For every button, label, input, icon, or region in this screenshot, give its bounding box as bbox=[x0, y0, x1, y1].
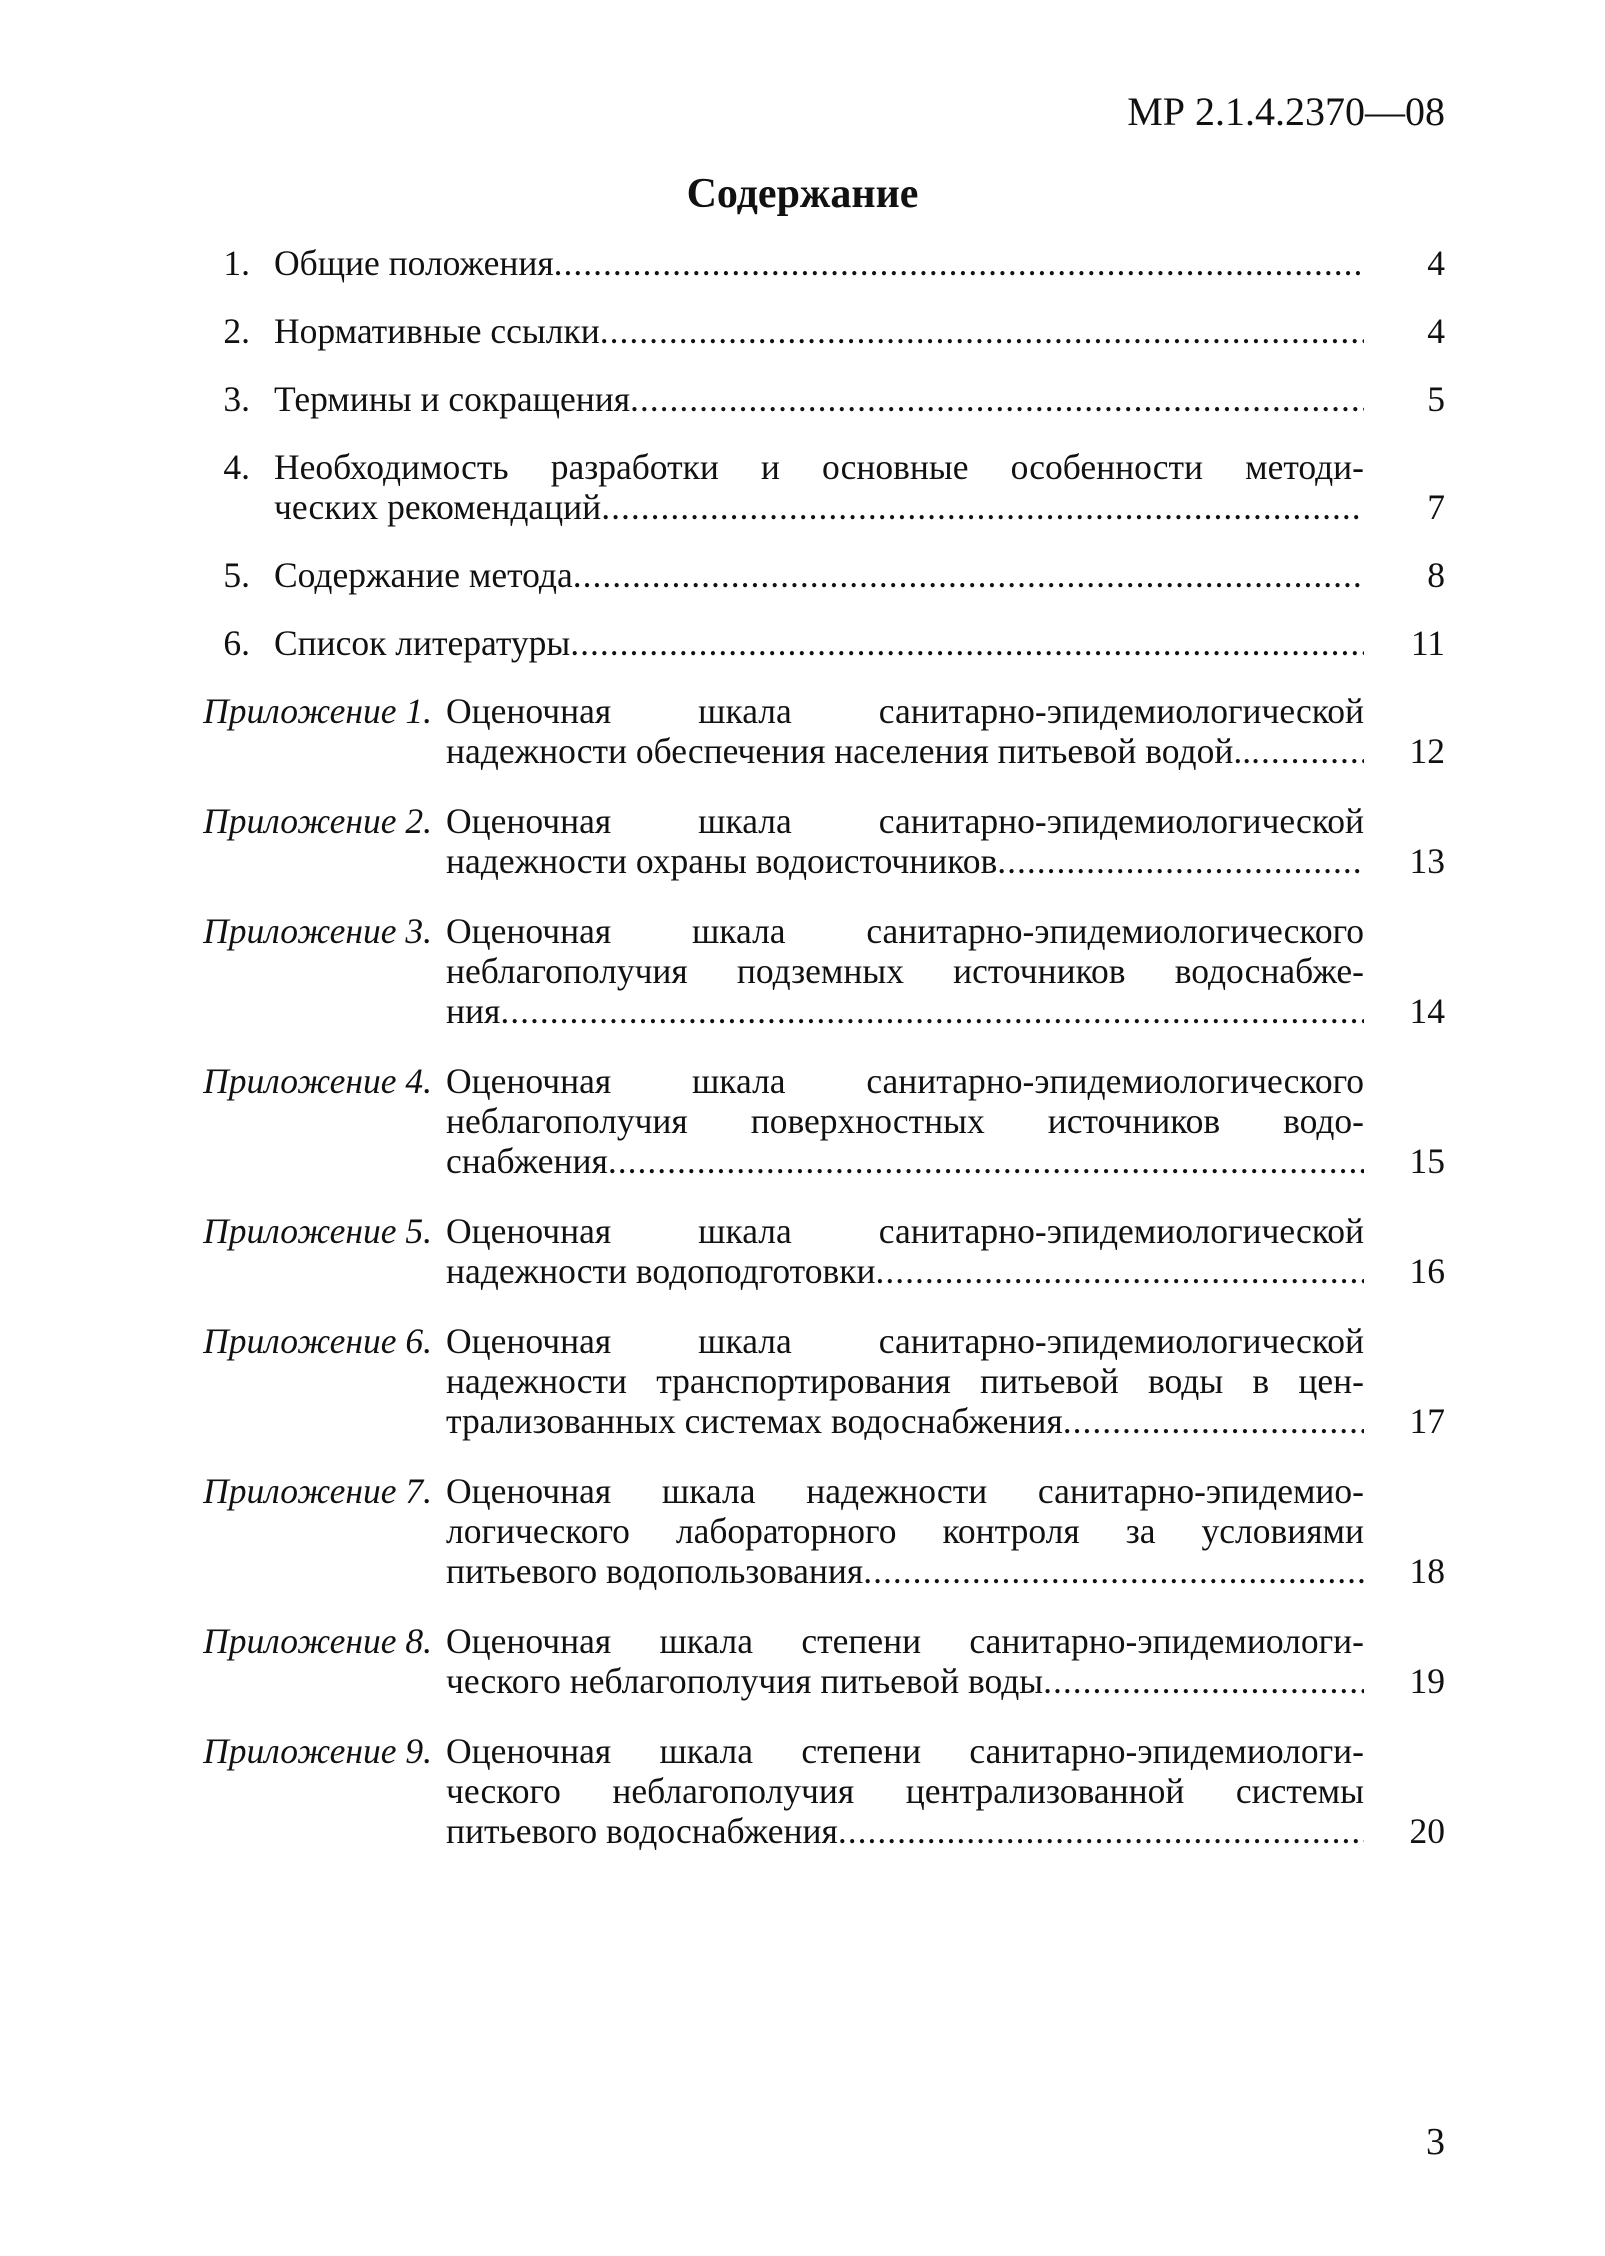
toc-title-line: логического лабораторного контроля за условиями bbox=[446, 1511, 1364, 1551]
toc-title-line: Необходимость разработки и основные особенности методи- bbox=[274, 447, 1364, 487]
toc-entry-title bbox=[446, 1211, 1364, 1291]
toc-appendix-label: Приложение 8. bbox=[203, 1621, 432, 1661]
dot-leader bbox=[570, 623, 1364, 663]
toc-title-text: надежности охраны водоисточников bbox=[446, 841, 998, 881]
toc-entry-title bbox=[446, 1061, 1364, 1181]
dot-leader bbox=[600, 311, 1364, 351]
toc-title-text: ния bbox=[446, 991, 501, 1031]
toc-section-entry[interactable] bbox=[0, 623, 1605, 663]
toc-title-line: Оценочная шкала степени санитарно-эпидемиологи- bbox=[446, 1731, 1364, 1771]
dot-leader bbox=[1063, 1401, 1364, 1441]
toc-entry-title bbox=[446, 1471, 1364, 1591]
toc-entry-title bbox=[446, 1731, 1364, 1851]
toc-section-number: 2. bbox=[223, 311, 250, 351]
toc-title-line bbox=[274, 555, 1364, 595]
toc-appendix-entry[interactable] bbox=[0, 1731, 1605, 1851]
toc-appendix-entry[interactable] bbox=[0, 1621, 1605, 1701]
toc-title-line bbox=[274, 487, 1364, 527]
toc-appendix-entry[interactable] bbox=[0, 801, 1605, 881]
toc-title-text: надежности водоподготовки bbox=[446, 1251, 876, 1291]
dot-leader bbox=[554, 243, 1364, 283]
toc-title-line bbox=[446, 841, 1364, 881]
toc-title-text: Термины и сокращения bbox=[274, 379, 631, 419]
dot-leader bbox=[630, 379, 1364, 419]
dot-leader bbox=[608, 1141, 1364, 1181]
toc-entry-title bbox=[446, 911, 1364, 1031]
toc-page-number: 5 bbox=[1427, 379, 1445, 419]
toc-title-line bbox=[274, 623, 1364, 663]
toc-title-text: снабжения bbox=[446, 1141, 608, 1181]
toc-page-number: 17 bbox=[1409, 1401, 1445, 1441]
toc-page-number: 18 bbox=[1409, 1551, 1445, 1591]
toc-title-line: неблагополучия подземных источников водоснабже- bbox=[446, 951, 1364, 991]
toc-appendix-label: Приложение 6. bbox=[203, 1321, 432, 1361]
toc-section-number: 1. bbox=[223, 243, 250, 283]
toc-entry-title bbox=[274, 379, 1364, 419]
toc-title-line: неблагополучия поверхностных источников водо- bbox=[446, 1101, 1364, 1141]
toc-section-number: 3. bbox=[223, 379, 250, 419]
toc-title-text: питьевого водоснабжения bbox=[446, 1811, 838, 1851]
toc-title-line bbox=[446, 1251, 1364, 1291]
toc-appendix-entry[interactable] bbox=[0, 1211, 1605, 1291]
toc-title-line bbox=[446, 1661, 1364, 1701]
dot-leader bbox=[863, 1551, 1364, 1591]
toc-title-text: Содержание метода bbox=[274, 555, 573, 595]
toc-page-number: 8 bbox=[1427, 555, 1445, 595]
toc-title-line: надежности транспортирования питьевой воды в цен- bbox=[446, 1361, 1364, 1401]
toc-appendix-entry[interactable] bbox=[0, 1061, 1605, 1181]
toc-section-entry[interactable] bbox=[0, 447, 1605, 527]
toc-entry-title bbox=[274, 447, 1364, 527]
toc-title-line: Оценочная шкала санитарно-эпидемиологического bbox=[446, 1061, 1364, 1101]
toc-title-text: Список литературы bbox=[274, 623, 571, 663]
toc-title-text: ческих рекомендаций bbox=[274, 487, 602, 527]
dot-leader bbox=[997, 841, 1364, 881]
toc-page-number: 12 bbox=[1409, 731, 1445, 771]
toc-entry-title bbox=[274, 623, 1364, 663]
toc-section-entry[interactable] bbox=[0, 311, 1605, 351]
toc-appendix-label: Приложение 5. bbox=[203, 1211, 432, 1251]
toc-title-text: Нормативные ссылки bbox=[274, 311, 600, 351]
toc-appendix-entry[interactable] bbox=[0, 1471, 1605, 1591]
toc-section-entry[interactable] bbox=[0, 243, 1605, 283]
dot-leader bbox=[500, 991, 1364, 1031]
toc-entry-title bbox=[274, 555, 1364, 595]
dot-leader bbox=[601, 487, 1364, 527]
toc-appendix-label: Приложение 2. bbox=[203, 801, 432, 841]
toc-appendix-label: Приложение 7. bbox=[203, 1471, 432, 1511]
toc-title-text: трализованных системах водоснабжения bbox=[446, 1401, 1063, 1441]
table-of-contents bbox=[0, 243, 1605, 1881]
toc-page-number: 4 bbox=[1427, 311, 1445, 351]
toc-appendix-entry[interactable] bbox=[0, 911, 1605, 1031]
toc-page-number: 20 bbox=[1409, 1811, 1445, 1851]
toc-section-number: 5. bbox=[223, 555, 250, 595]
toc-title-text: ческого неблагополучия питьевой воды bbox=[446, 1661, 1044, 1701]
toc-entry-title bbox=[274, 243, 1364, 283]
toc-title-line bbox=[446, 1401, 1364, 1441]
toc-page-number: 13 bbox=[1409, 841, 1445, 881]
toc-title-line: Оценочная шкала санитарно-эпидемиологической bbox=[446, 691, 1364, 731]
toc-title-line bbox=[274, 379, 1364, 419]
toc-entry-title bbox=[274, 311, 1364, 351]
toc-title-line bbox=[446, 991, 1364, 1031]
toc-title-line: Оценочная шкала надежности санитарно-эпидемио- bbox=[446, 1471, 1364, 1511]
toc-title-text: питьевого водопользования bbox=[446, 1551, 864, 1591]
dot-leader bbox=[1251, 731, 1364, 771]
toc-title-line bbox=[446, 1551, 1364, 1591]
toc-title-text: Общие положения bbox=[274, 243, 554, 283]
page-title: Содержание bbox=[686, 171, 919, 217]
toc-title-text: надежности обеспечения населения питьевой водой.. bbox=[446, 731, 1252, 771]
toc-section-number: 4. bbox=[223, 447, 250, 487]
toc-title-line bbox=[446, 1141, 1364, 1181]
toc-entry-title bbox=[446, 1321, 1364, 1441]
dot-leader bbox=[1043, 1661, 1364, 1701]
toc-title-line: Оценочная шкала степени санитарно-эпидемиологи- bbox=[446, 1621, 1364, 1661]
toc-title-line bbox=[446, 731, 1364, 771]
toc-appendix-entry[interactable] bbox=[0, 1321, 1605, 1441]
document-code: МР 2.1.4.2370—08 bbox=[1127, 89, 1445, 134]
toc-section-number: 6. bbox=[223, 623, 250, 663]
toc-appendix-label: Приложение 1. bbox=[203, 691, 432, 731]
toc-page-number: 19 bbox=[1409, 1661, 1445, 1701]
toc-page-number: 7 bbox=[1427, 487, 1445, 527]
page-number: 3 bbox=[1426, 2121, 1445, 2163]
toc-appendix-label: Приложение 9. bbox=[203, 1731, 432, 1771]
toc-appendix-label: Приложение 4. bbox=[203, 1061, 432, 1101]
dot-leader bbox=[573, 555, 1364, 595]
toc-title-line: Оценочная шкала санитарно-эпидемиологического bbox=[446, 911, 1364, 951]
toc-appendix-label: Приложение 3. bbox=[203, 911, 432, 951]
toc-title-line bbox=[274, 311, 1364, 351]
toc-title-line: Оценочная шкала санитарно-эпидемиологической bbox=[446, 1211, 1364, 1251]
toc-title-line bbox=[446, 1811, 1364, 1851]
toc-page-number: 14 bbox=[1409, 991, 1445, 1031]
toc-title-line bbox=[274, 243, 1364, 283]
toc-section-entry[interactable] bbox=[0, 555, 1605, 595]
toc-title-line: Оценочная шкала санитарно-эпидемиологической bbox=[446, 801, 1364, 841]
toc-appendix-entry[interactable] bbox=[0, 691, 1605, 771]
toc-page-number: 15 bbox=[1409, 1141, 1445, 1181]
toc-title-line: ческого неблагополучия централизованной системы bbox=[446, 1771, 1364, 1811]
dot-leader bbox=[875, 1251, 1364, 1291]
toc-title-line: Оценочная шкала санитарно-эпидемиологической bbox=[446, 1321, 1364, 1361]
toc-entry-title bbox=[446, 1621, 1364, 1701]
toc-page-number: 11 bbox=[1410, 623, 1445, 663]
dot-leader bbox=[838, 1811, 1364, 1851]
toc-page-number: 4 bbox=[1427, 243, 1445, 283]
toc-entry-title bbox=[446, 691, 1364, 771]
toc-page-number: 16 bbox=[1409, 1251, 1445, 1291]
toc-entry-title bbox=[446, 801, 1364, 881]
toc-section-entry[interactable] bbox=[0, 379, 1605, 419]
